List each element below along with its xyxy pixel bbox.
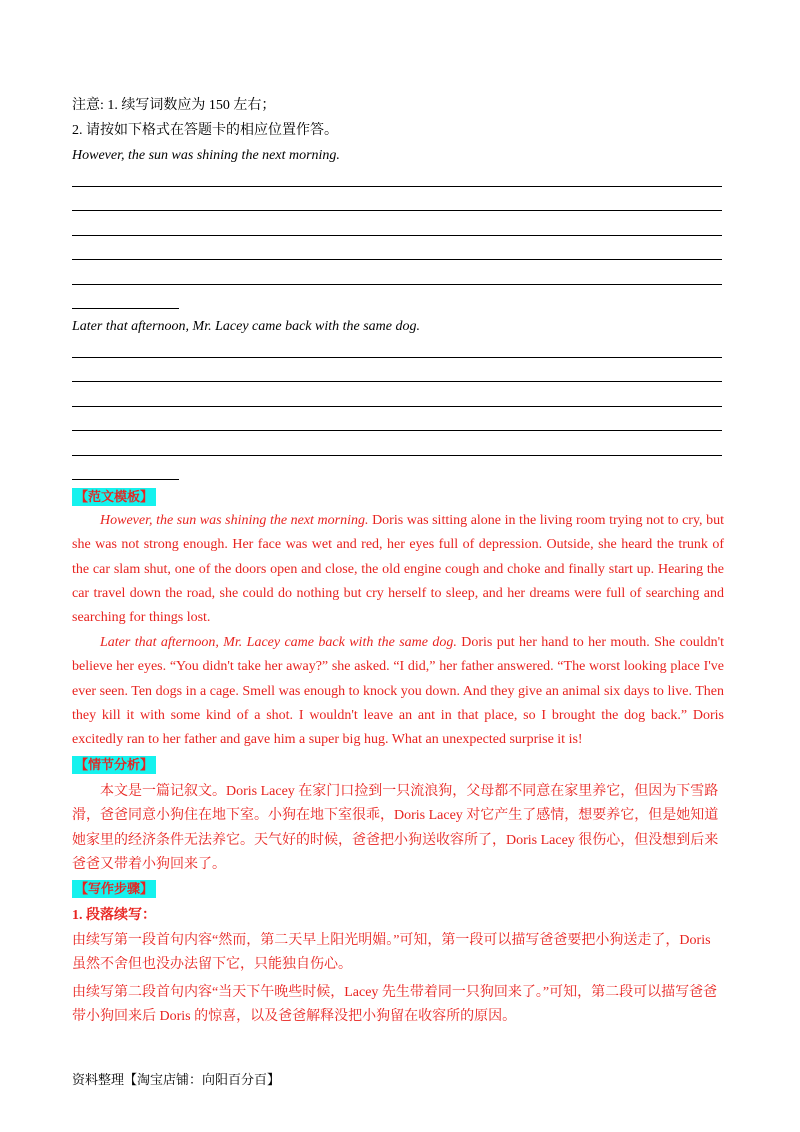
answer-line: [72, 357, 722, 358]
section-label-steps: 【写作步骤】: [72, 880, 156, 898]
model-p1-lead: However, the sun was shining the next morning.: [100, 513, 369, 528]
prompt-2: Later that afternoon, Mr. Lacey came back with the same dog.: [72, 319, 421, 334]
answer-line: [72, 381, 722, 382]
note-line-2: 2. 请按如下格式在答题卡的相应位置作答。: [72, 123, 338, 138]
answer-line: [72, 210, 722, 211]
note-line-1: 注意: 1. 续写词数应为 150 左右；: [72, 98, 276, 113]
model-p1-body: Doris was sitting alone in the living room trying not to cry, but she was not strong enough. Her face was wet and red, her eyes full of depression. Outside, she heard the trunk of the car slam shut, one of the doors open and close, the old engine cough and choke and finally start up. Hearing the car travel down the road, she could do nothing but cry herself to sleep, and her dreams were full of searching and searching for things lost.: [72, 513, 725, 626]
model-p2-body: Doris put her hand to her mouth. She couldn't believe her eyes. “You didn't take her away?” she asked. “I did,” her father answered. “The worst looking place I've ever seen. Ten dogs in a cage. Smell was enough to knock you down. And they give an animal six days to live. Then they kill it with some kind of a shot. I wouldn't leave an ant in that place, so I brought the dog back.” Doris excitedly ran to her father and gave him a super big hug. What an unexpected surprise it is!: [72, 635, 724, 748]
answer-line: [72, 259, 722, 260]
answer-line: [72, 186, 722, 187]
prompt-1: However, the sun was shining the next morning.: [72, 148, 340, 163]
answer-line: [72, 430, 722, 431]
section-label-plot: 【情节分析】: [72, 756, 156, 774]
footer-source: 资料整理【淘宝店铺：向阳百分百】: [72, 1072, 281, 1087]
answer-line: [72, 455, 722, 456]
plot-analysis-body: 本文是一篇记叙文。Doris Lacey 在家门口捡到一只流浪狗，父母都不同意在家里养它，但因为下雪路滑，爸爸同意小狗住在地下室。小狗在地下室很乖，Doris Lacey 对它产生了感情，想要养它，但是她知道她家里的经济条件无法养它。天气好的时候，爸爸把小狗送收容所了，Doris Lacey 很伤心，但没想到后来爸爸又带着小狗回来了。: [72, 784, 719, 872]
answer-line-short: [72, 479, 179, 480]
model-paragraph-2: [72, 631, 724, 752]
steps-paragraph-2: 由续写第二段首句内容“当天下午晚些时候，Lacey 先生带着同一只狗回来了。”可知，第二段可以描写爸爸带小狗回来后 Doris 的惊喜，以及爸爸解释没把小狗留在收容所的原因。: [72, 985, 718, 1025]
steps-heading: 1. 段落续写：: [72, 908, 156, 923]
answer-line: [72, 235, 722, 236]
model-p2-lead: Later that afternoon, Mr. Lacey came back with the same dog.: [100, 635, 457, 650]
section-label-model: 【范文模板】: [72, 488, 156, 506]
answer-line: [72, 284, 722, 285]
steps-paragraph-1: 由续写第一段首句内容“然而，第二天早上阳光明媚。”可知，第一段可以描写爸爸要把小狗送走了，Doris 虽然不舍但也没办法留下它，只能独自伤心。: [72, 933, 711, 973]
answer-line-short: [72, 308, 179, 309]
answer-line: [72, 406, 722, 407]
model-paragraph-1: [72, 509, 724, 630]
